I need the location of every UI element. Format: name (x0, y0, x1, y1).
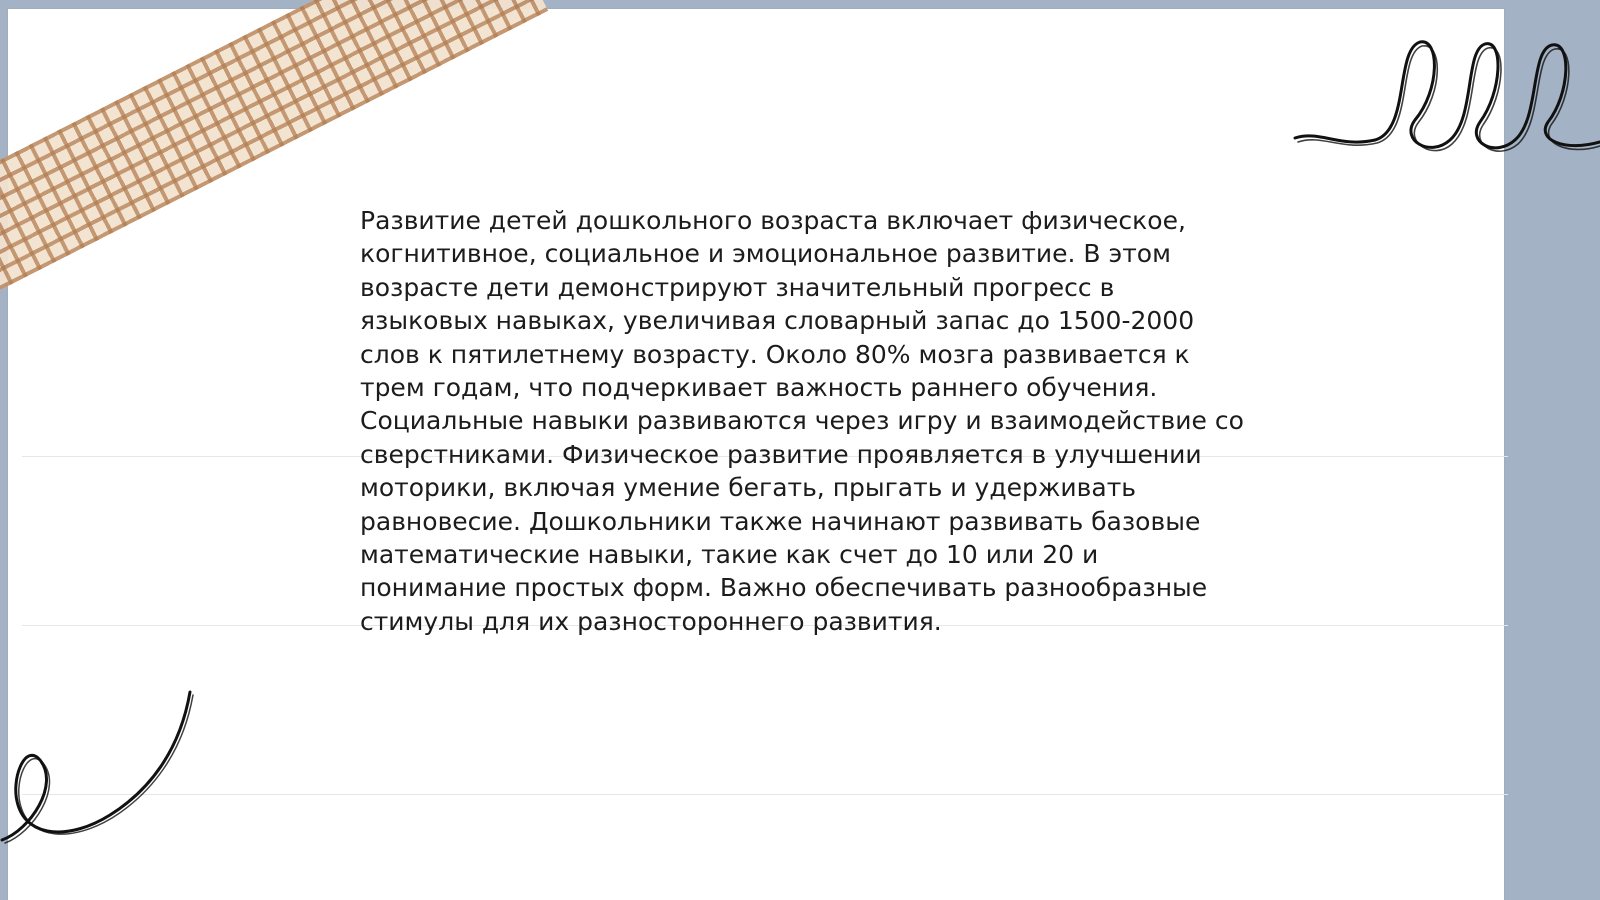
loop-scribble-icon (1290, 30, 1600, 170)
swoosh-scribble-icon (0, 690, 210, 860)
slide-body-text: Развитие детей дошкольного возраста включает физическое, когнитивное, социальное и эмоциональное развитие. В этом возрасте дети демонстрируют значительный прогресс в языковых навыках, увеличивая словарный запас до 1500-2000 слов к пятилетнему возрасту. Около 80% мозга развивается к трем годам, что подчеркивает важность раннего обучения. Социальные навыки развиваются через игру и взаимодействие со сверстниками. Физическое развитие проявляется в улучшении моторики, включая умение бегать, прыгать и удерживать равновесие. Дошкольники также начинают развивать базовые математические навыки, такие как счет до 10 или 20 и понимание простых форм. Важно обеспечивать разнообразные стимулы для их разностороннего развития. (360, 206, 1244, 636)
paper-rule-line (22, 794, 1508, 795)
